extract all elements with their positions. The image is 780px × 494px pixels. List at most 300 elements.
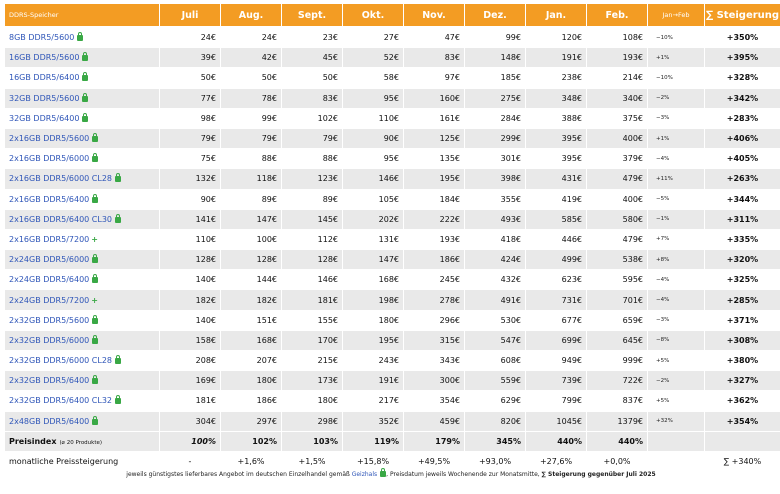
sum-cell: +395% bbox=[705, 47, 780, 67]
price-cell: 297€ bbox=[221, 411, 281, 431]
price-cell: 24€ bbox=[160, 27, 220, 47]
product-name-link[interactable]: 16GB DDR5/6400 bbox=[9, 73, 80, 83]
index-cell: 345% bbox=[465, 431, 525, 451]
price-cell: 629€ bbox=[465, 390, 525, 410]
delta-cell: −2% bbox=[648, 370, 704, 390]
price-cell: 79€ bbox=[221, 128, 281, 148]
header-product: DDRS-Speicher bbox=[5, 4, 159, 27]
table-row bbox=[5, 209, 780, 229]
price-cell: 186€ bbox=[404, 249, 464, 269]
price-cell: 388€ bbox=[526, 108, 586, 128]
price-cell: 89€ bbox=[221, 189, 281, 209]
price-cell: 395€ bbox=[526, 128, 586, 148]
price-cell: 161€ bbox=[404, 108, 464, 128]
price-cell: 243€ bbox=[343, 350, 403, 370]
product-name-link[interactable]: 2x16GB DDR5/6000 CL28 bbox=[9, 174, 113, 184]
product-name-cell bbox=[5, 229, 159, 249]
price-cell: 202€ bbox=[343, 209, 403, 229]
price-cell: 24€ bbox=[221, 27, 281, 47]
monthly-cell: +1,6% bbox=[221, 451, 281, 471]
lock-icon bbox=[92, 378, 98, 384]
price-cell: 105€ bbox=[343, 189, 403, 209]
index-sum-cell bbox=[705, 431, 780, 451]
price-cell: 820€ bbox=[465, 411, 525, 431]
price-cell: 131€ bbox=[343, 229, 403, 249]
product-name-link[interactable]: 2x24GB DDR5/7200 bbox=[9, 295, 90, 305]
delta-cell: +11% bbox=[648, 168, 704, 188]
product-name-link[interactable]: 2x32GB DDR5/6000 CL28 bbox=[9, 356, 113, 366]
price-cell: 701€ bbox=[587, 289, 647, 309]
product-name-link[interactable]: 2x16GB DDR5/6000 bbox=[9, 154, 90, 164]
price-cell: 198€ bbox=[343, 289, 403, 309]
sum-cell: +342% bbox=[705, 88, 780, 108]
price-cell: 195€ bbox=[343, 330, 403, 350]
price-cell: 739€ bbox=[526, 370, 586, 390]
table-row bbox=[5, 330, 780, 350]
price-cell: 296€ bbox=[404, 310, 464, 330]
price-cell: 699€ bbox=[526, 330, 586, 350]
delta-cell: −8% bbox=[648, 330, 704, 350]
lock-icon bbox=[92, 136, 98, 142]
sum-cell: +350% bbox=[705, 27, 780, 47]
price-cell: 375€ bbox=[587, 108, 647, 128]
price-cell: 193€ bbox=[587, 47, 647, 67]
price-cell: 207€ bbox=[221, 350, 281, 370]
price-cell: 608€ bbox=[465, 350, 525, 370]
price-cell: 52€ bbox=[343, 47, 403, 67]
monthly-cell: +0,0% bbox=[587, 451, 647, 471]
product-name-link[interactable]: 2x16GB DDR5/7200 bbox=[9, 234, 90, 244]
price-cell: 479€ bbox=[587, 229, 647, 249]
sum-cell: +380% bbox=[705, 350, 780, 370]
lock-icon bbox=[115, 358, 121, 364]
price-cell: 128€ bbox=[221, 249, 281, 269]
price-cell: 168€ bbox=[221, 330, 281, 350]
price-cell: 90€ bbox=[160, 189, 220, 209]
price-cell: 97€ bbox=[404, 67, 464, 87]
header-month-5: Dez. bbox=[465, 4, 525, 27]
lock-icon bbox=[92, 197, 98, 203]
sum-cell: +325% bbox=[705, 269, 780, 289]
price-cell: 78€ bbox=[221, 88, 281, 108]
plus-icon: + bbox=[91, 295, 98, 305]
product-name-cell bbox=[5, 249, 159, 269]
sum-cell: +320% bbox=[705, 249, 780, 269]
product-name-cell bbox=[5, 27, 159, 47]
sum-cell: +263% bbox=[705, 168, 780, 188]
price-cell: 147€ bbox=[343, 249, 403, 269]
lock-icon bbox=[77, 35, 83, 41]
price-cell: 245€ bbox=[404, 269, 464, 289]
price-cell: 459€ bbox=[404, 411, 464, 431]
price-cell: 185€ bbox=[465, 67, 525, 87]
table-row bbox=[5, 310, 780, 330]
price-cell: 27€ bbox=[343, 27, 403, 47]
lock-icon bbox=[92, 257, 98, 263]
delta-cell: +1% bbox=[648, 47, 704, 67]
price-cell: 145€ bbox=[282, 209, 342, 229]
index-cell: 100% bbox=[160, 431, 220, 451]
lock-icon bbox=[380, 471, 386, 477]
plus-icon: + bbox=[91, 234, 98, 244]
sum-cell: +308% bbox=[705, 330, 780, 350]
price-index-sub: (⌀ 20 Produkte) bbox=[59, 439, 103, 446]
price-cell: 585€ bbox=[526, 209, 586, 229]
sum-cell: +283% bbox=[705, 108, 780, 128]
price-cell: 125€ bbox=[404, 128, 464, 148]
table-body bbox=[5, 27, 780, 471]
price-cell: 400€ bbox=[587, 189, 647, 209]
price-cell: 102€ bbox=[282, 108, 342, 128]
footnote-geizhals-link[interactable]: Geizhals bbox=[351, 471, 378, 478]
table-row bbox=[5, 67, 780, 87]
table-row bbox=[5, 289, 780, 309]
price-cell: 79€ bbox=[282, 128, 342, 148]
price-cell: 140€ bbox=[160, 310, 220, 330]
lock-icon bbox=[82, 55, 88, 61]
sum-cell: +327% bbox=[705, 370, 780, 390]
price-cell: 123€ bbox=[282, 168, 342, 188]
delta-cell: −3% bbox=[648, 108, 704, 128]
sum-cell: +344% bbox=[705, 189, 780, 209]
delta-cell: −2% bbox=[648, 88, 704, 108]
price-cell: 837€ bbox=[587, 390, 647, 410]
delta-cell: +1% bbox=[648, 128, 704, 148]
price-cell: 238€ bbox=[526, 67, 586, 87]
price-cell: 301€ bbox=[465, 148, 525, 168]
price-cell: 180€ bbox=[343, 310, 403, 330]
lock-icon bbox=[115, 398, 121, 404]
product-name-cell bbox=[5, 390, 159, 410]
price-cell: 395€ bbox=[526, 148, 586, 168]
delta-cell: −1% bbox=[648, 209, 704, 229]
lock-icon bbox=[82, 116, 88, 122]
price-cell: 100€ bbox=[221, 229, 281, 249]
price-cell: 146€ bbox=[282, 269, 342, 289]
table-row bbox=[5, 128, 780, 148]
price-cell: 304€ bbox=[160, 411, 220, 431]
price-cell: 110€ bbox=[160, 229, 220, 249]
price-cell: 170€ bbox=[282, 330, 342, 350]
monthly-label: monatliche Preissteigerung bbox=[5, 451, 159, 471]
price-cell: 128€ bbox=[160, 249, 220, 269]
price-cell: 155€ bbox=[282, 310, 342, 330]
price-cell: 146€ bbox=[343, 168, 403, 188]
footnote-bold-text: ∑ Steigerung gegenüber Juli 2025 bbox=[541, 471, 656, 478]
price-cell: 158€ bbox=[160, 330, 220, 350]
index-cell: 440% bbox=[526, 431, 586, 451]
price-cell: 379€ bbox=[587, 148, 647, 168]
monthly-cell: - bbox=[160, 451, 220, 471]
price-cell: 50€ bbox=[221, 67, 281, 87]
delta-cell: +7% bbox=[648, 229, 704, 249]
price-cell: 208€ bbox=[160, 350, 220, 370]
price-cell: 538€ bbox=[587, 249, 647, 269]
lock-icon bbox=[82, 75, 88, 81]
product-name-link[interactable]: 2x16GB DDR5/6400 CL30 bbox=[9, 214, 113, 224]
lock-icon bbox=[82, 96, 88, 102]
price-cell: 108€ bbox=[587, 27, 647, 47]
index-cell: 103% bbox=[282, 431, 342, 451]
product-name-cell bbox=[5, 209, 159, 229]
price-cell: 418€ bbox=[465, 229, 525, 249]
price-cell: 432€ bbox=[465, 269, 525, 289]
price-cell: 491€ bbox=[465, 289, 525, 309]
product-name-link[interactable]: 16GB DDR5/5600 bbox=[9, 53, 80, 63]
price-cell: 148€ bbox=[465, 47, 525, 67]
price-cell: 530€ bbox=[465, 310, 525, 330]
price-cell: 580€ bbox=[587, 209, 647, 229]
ddr5-price-table bbox=[4, 4, 780, 471]
monthly-cell: +1,5% bbox=[282, 451, 342, 471]
header-sum: ∑ Steigerung bbox=[705, 4, 780, 27]
delta-cell: −10% bbox=[648, 67, 704, 87]
table-header-row bbox=[5, 4, 780, 27]
price-cell: 99€ bbox=[465, 27, 525, 47]
price-cell: 1045€ bbox=[526, 411, 586, 431]
price-cell: 151€ bbox=[221, 310, 281, 330]
table-row bbox=[5, 269, 780, 289]
header-month-2: Sept. bbox=[282, 4, 342, 27]
price-cell: 949€ bbox=[526, 350, 586, 370]
product-name-link[interactable]: 32GB DDR5/6400 bbox=[9, 113, 80, 123]
price-cell: 90€ bbox=[343, 128, 403, 148]
price-index-label: Preisindex bbox=[9, 436, 57, 446]
price-cell: 419€ bbox=[526, 189, 586, 209]
price-cell: 300€ bbox=[404, 370, 464, 390]
price-cell: 275€ bbox=[465, 88, 525, 108]
sum-cell: +362% bbox=[705, 390, 780, 410]
product-name-link[interactable]: 32GB DDR5/5600 bbox=[9, 93, 80, 103]
monthly-cell: +93,0% bbox=[465, 451, 525, 471]
price-cell: 398€ bbox=[465, 168, 525, 188]
price-cell: 623€ bbox=[526, 269, 586, 289]
price-cell: 677€ bbox=[526, 310, 586, 330]
price-cell: 1379€ bbox=[587, 411, 647, 431]
product-name-cell bbox=[5, 411, 159, 431]
price-cell: 88€ bbox=[282, 148, 342, 168]
price-cell: 315€ bbox=[404, 330, 464, 350]
price-cell: 173€ bbox=[282, 370, 342, 390]
table-row bbox=[5, 148, 780, 168]
price-cell: 118€ bbox=[221, 168, 281, 188]
table-row bbox=[5, 390, 780, 410]
product-name-link[interactable]: 2x16GB DDR5/5600 bbox=[9, 134, 90, 144]
delta-cell: −4% bbox=[648, 269, 704, 289]
sum-cell: +405% bbox=[705, 148, 780, 168]
price-cell: 343€ bbox=[404, 350, 464, 370]
delta-cell: −4% bbox=[648, 148, 704, 168]
price-cell: 182€ bbox=[160, 289, 220, 309]
price-cell: 140€ bbox=[160, 269, 220, 289]
price-cell: 50€ bbox=[160, 67, 220, 87]
price-cell: 141€ bbox=[160, 209, 220, 229]
price-cell: 215€ bbox=[282, 350, 342, 370]
price-cell: 559€ bbox=[465, 370, 525, 390]
product-name-cell bbox=[5, 289, 159, 309]
footnote-text-2: , Preisdatum jeweils Wochenende zur Monatsmitte, bbox=[386, 471, 540, 478]
delta-cell: −4% bbox=[648, 289, 704, 309]
price-cell: 181€ bbox=[282, 289, 342, 309]
price-cell: 112€ bbox=[282, 229, 342, 249]
price-cell: 431€ bbox=[526, 168, 586, 188]
price-cell: 79€ bbox=[160, 128, 220, 148]
product-name-cell bbox=[5, 310, 159, 330]
monthly-cell: +15,8% bbox=[343, 451, 403, 471]
price-cell: 493€ bbox=[465, 209, 525, 229]
price-cell: 50€ bbox=[282, 67, 342, 87]
price-cell: 193€ bbox=[404, 229, 464, 249]
price-cell: 400€ bbox=[587, 128, 647, 148]
sum-cell: +406% bbox=[705, 128, 780, 148]
sum-cell: +335% bbox=[705, 229, 780, 249]
price-cell: 659€ bbox=[587, 310, 647, 330]
price-cell: 547€ bbox=[465, 330, 525, 350]
price-cell: 184€ bbox=[404, 189, 464, 209]
lock-icon bbox=[92, 277, 98, 283]
product-name-cell bbox=[5, 67, 159, 87]
price-cell: 89€ bbox=[282, 189, 342, 209]
sum-cell: +285% bbox=[705, 289, 780, 309]
price-cell: 446€ bbox=[526, 229, 586, 249]
price-cell: 278€ bbox=[404, 289, 464, 309]
delta-cell: +5% bbox=[648, 350, 704, 370]
price-cell: 168€ bbox=[343, 269, 403, 289]
price-cell: 182€ bbox=[221, 289, 281, 309]
price-cell: 191€ bbox=[343, 370, 403, 390]
delta-cell: −5% bbox=[648, 189, 704, 209]
price-cell: 195€ bbox=[404, 168, 464, 188]
lock-icon bbox=[115, 217, 121, 223]
product-name-cell bbox=[5, 128, 159, 148]
price-cell: 77€ bbox=[160, 88, 220, 108]
lock-icon bbox=[115, 176, 121, 182]
price-cell: 75€ bbox=[160, 148, 220, 168]
price-cell: 180€ bbox=[221, 370, 281, 390]
price-cell: 340€ bbox=[587, 88, 647, 108]
price-cell: 645€ bbox=[587, 330, 647, 350]
price-cell: 144€ bbox=[221, 269, 281, 289]
price-cell: 169€ bbox=[160, 370, 220, 390]
price-cell: 731€ bbox=[526, 289, 586, 309]
table-row bbox=[5, 249, 780, 269]
index-cell: 119% bbox=[343, 431, 403, 451]
product-name-link[interactable]: 2x32GB DDR5/5600 bbox=[9, 315, 90, 325]
delta-cell: +8% bbox=[648, 249, 704, 269]
delta-cell: −10% bbox=[648, 27, 704, 47]
price-cell: 110€ bbox=[343, 108, 403, 128]
price-cell: 135€ bbox=[404, 148, 464, 168]
price-cell: 214€ bbox=[587, 67, 647, 87]
product-name-cell bbox=[5, 47, 159, 67]
product-name-cell bbox=[5, 350, 159, 370]
header-month-7: Feb. bbox=[587, 4, 647, 27]
index-cell: 102% bbox=[221, 431, 281, 451]
product-name-link[interactable]: 8GB DDR5/5600 bbox=[9, 33, 75, 43]
price-cell: 299€ bbox=[465, 128, 525, 148]
table-row bbox=[5, 88, 780, 108]
footnote bbox=[4, 466, 778, 484]
header-month-0: Juli bbox=[160, 4, 220, 27]
price-cell: 722€ bbox=[587, 370, 647, 390]
price-cell: 191€ bbox=[526, 47, 586, 67]
table-row bbox=[5, 27, 780, 47]
price-cell: 181€ bbox=[160, 390, 220, 410]
product-name-cell bbox=[5, 148, 159, 168]
product-name-link[interactable]: 2x32GB DDR5/6400 CL32 bbox=[9, 396, 113, 406]
product-name-link[interactable]: 2x48GB DDR5/6400 bbox=[9, 416, 90, 426]
delta-cell: −3% bbox=[648, 310, 704, 330]
price-cell: 132€ bbox=[160, 168, 220, 188]
price-cell: 58€ bbox=[343, 67, 403, 87]
lock-icon bbox=[92, 419, 98, 425]
delta-cell: +5% bbox=[648, 390, 704, 410]
monthly-cell: +49,5% bbox=[404, 451, 464, 471]
sum-cell: +328% bbox=[705, 67, 780, 87]
price-cell: 999€ bbox=[587, 350, 647, 370]
product-name-link[interactable]: 2x24GB DDR5/6000 bbox=[9, 255, 90, 265]
product-name-link[interactable]: 2x32GB DDR5/6000 bbox=[9, 335, 90, 345]
price-cell: 424€ bbox=[465, 249, 525, 269]
price-cell: 799€ bbox=[526, 390, 586, 410]
product-name-cell bbox=[5, 168, 159, 188]
index-cell: 179% bbox=[404, 431, 464, 451]
header-delta: Jan→Feb bbox=[648, 4, 704, 27]
price-cell: 128€ bbox=[282, 249, 342, 269]
price-cell: 99€ bbox=[221, 108, 281, 128]
header-month-6: Jan. bbox=[526, 4, 586, 27]
price-cell: 355€ bbox=[465, 189, 525, 209]
lock-icon bbox=[92, 338, 98, 344]
price-cell: 348€ bbox=[526, 88, 586, 108]
price-cell: 83€ bbox=[282, 88, 342, 108]
price-cell: 95€ bbox=[343, 148, 403, 168]
product-name-link[interactable]: 2x32GB DDR5/6400 bbox=[9, 376, 90, 386]
price-cell: 595€ bbox=[587, 269, 647, 289]
delta-cell: +32% bbox=[648, 411, 704, 431]
lock-icon bbox=[92, 156, 98, 162]
price-index-row bbox=[5, 431, 780, 451]
table-row bbox=[5, 411, 780, 431]
price-cell: 354€ bbox=[404, 390, 464, 410]
product-name-link[interactable]: 2x16GB DDR5/6400 bbox=[9, 194, 90, 204]
price-cell: 186€ bbox=[221, 390, 281, 410]
price-cell: 479€ bbox=[587, 168, 647, 188]
table-row bbox=[5, 350, 780, 370]
product-name-link[interactable]: 2x24GB DDR5/6400 bbox=[9, 275, 90, 285]
price-cell: 23€ bbox=[282, 27, 342, 47]
monthly-cell: +27,6% bbox=[526, 451, 586, 471]
price-cell: 284€ bbox=[465, 108, 525, 128]
table-row bbox=[5, 229, 780, 249]
price-cell: 352€ bbox=[343, 411, 403, 431]
price-cell: 147€ bbox=[221, 209, 281, 229]
table-row bbox=[5, 47, 780, 67]
product-name-cell bbox=[5, 108, 159, 128]
product-name-cell bbox=[5, 269, 159, 289]
price-index-label-cell bbox=[5, 431, 159, 451]
table-row bbox=[5, 168, 780, 188]
table-row bbox=[5, 189, 780, 209]
price-cell: 47€ bbox=[404, 27, 464, 47]
index-cell: 440% bbox=[587, 431, 647, 451]
sum-cell: +311% bbox=[705, 209, 780, 229]
price-cell: 160€ bbox=[404, 88, 464, 108]
header-month-1: Aug. bbox=[221, 4, 281, 27]
price-cell: 88€ bbox=[221, 148, 281, 168]
price-cell: 120€ bbox=[526, 27, 586, 47]
product-name-cell bbox=[5, 88, 159, 108]
